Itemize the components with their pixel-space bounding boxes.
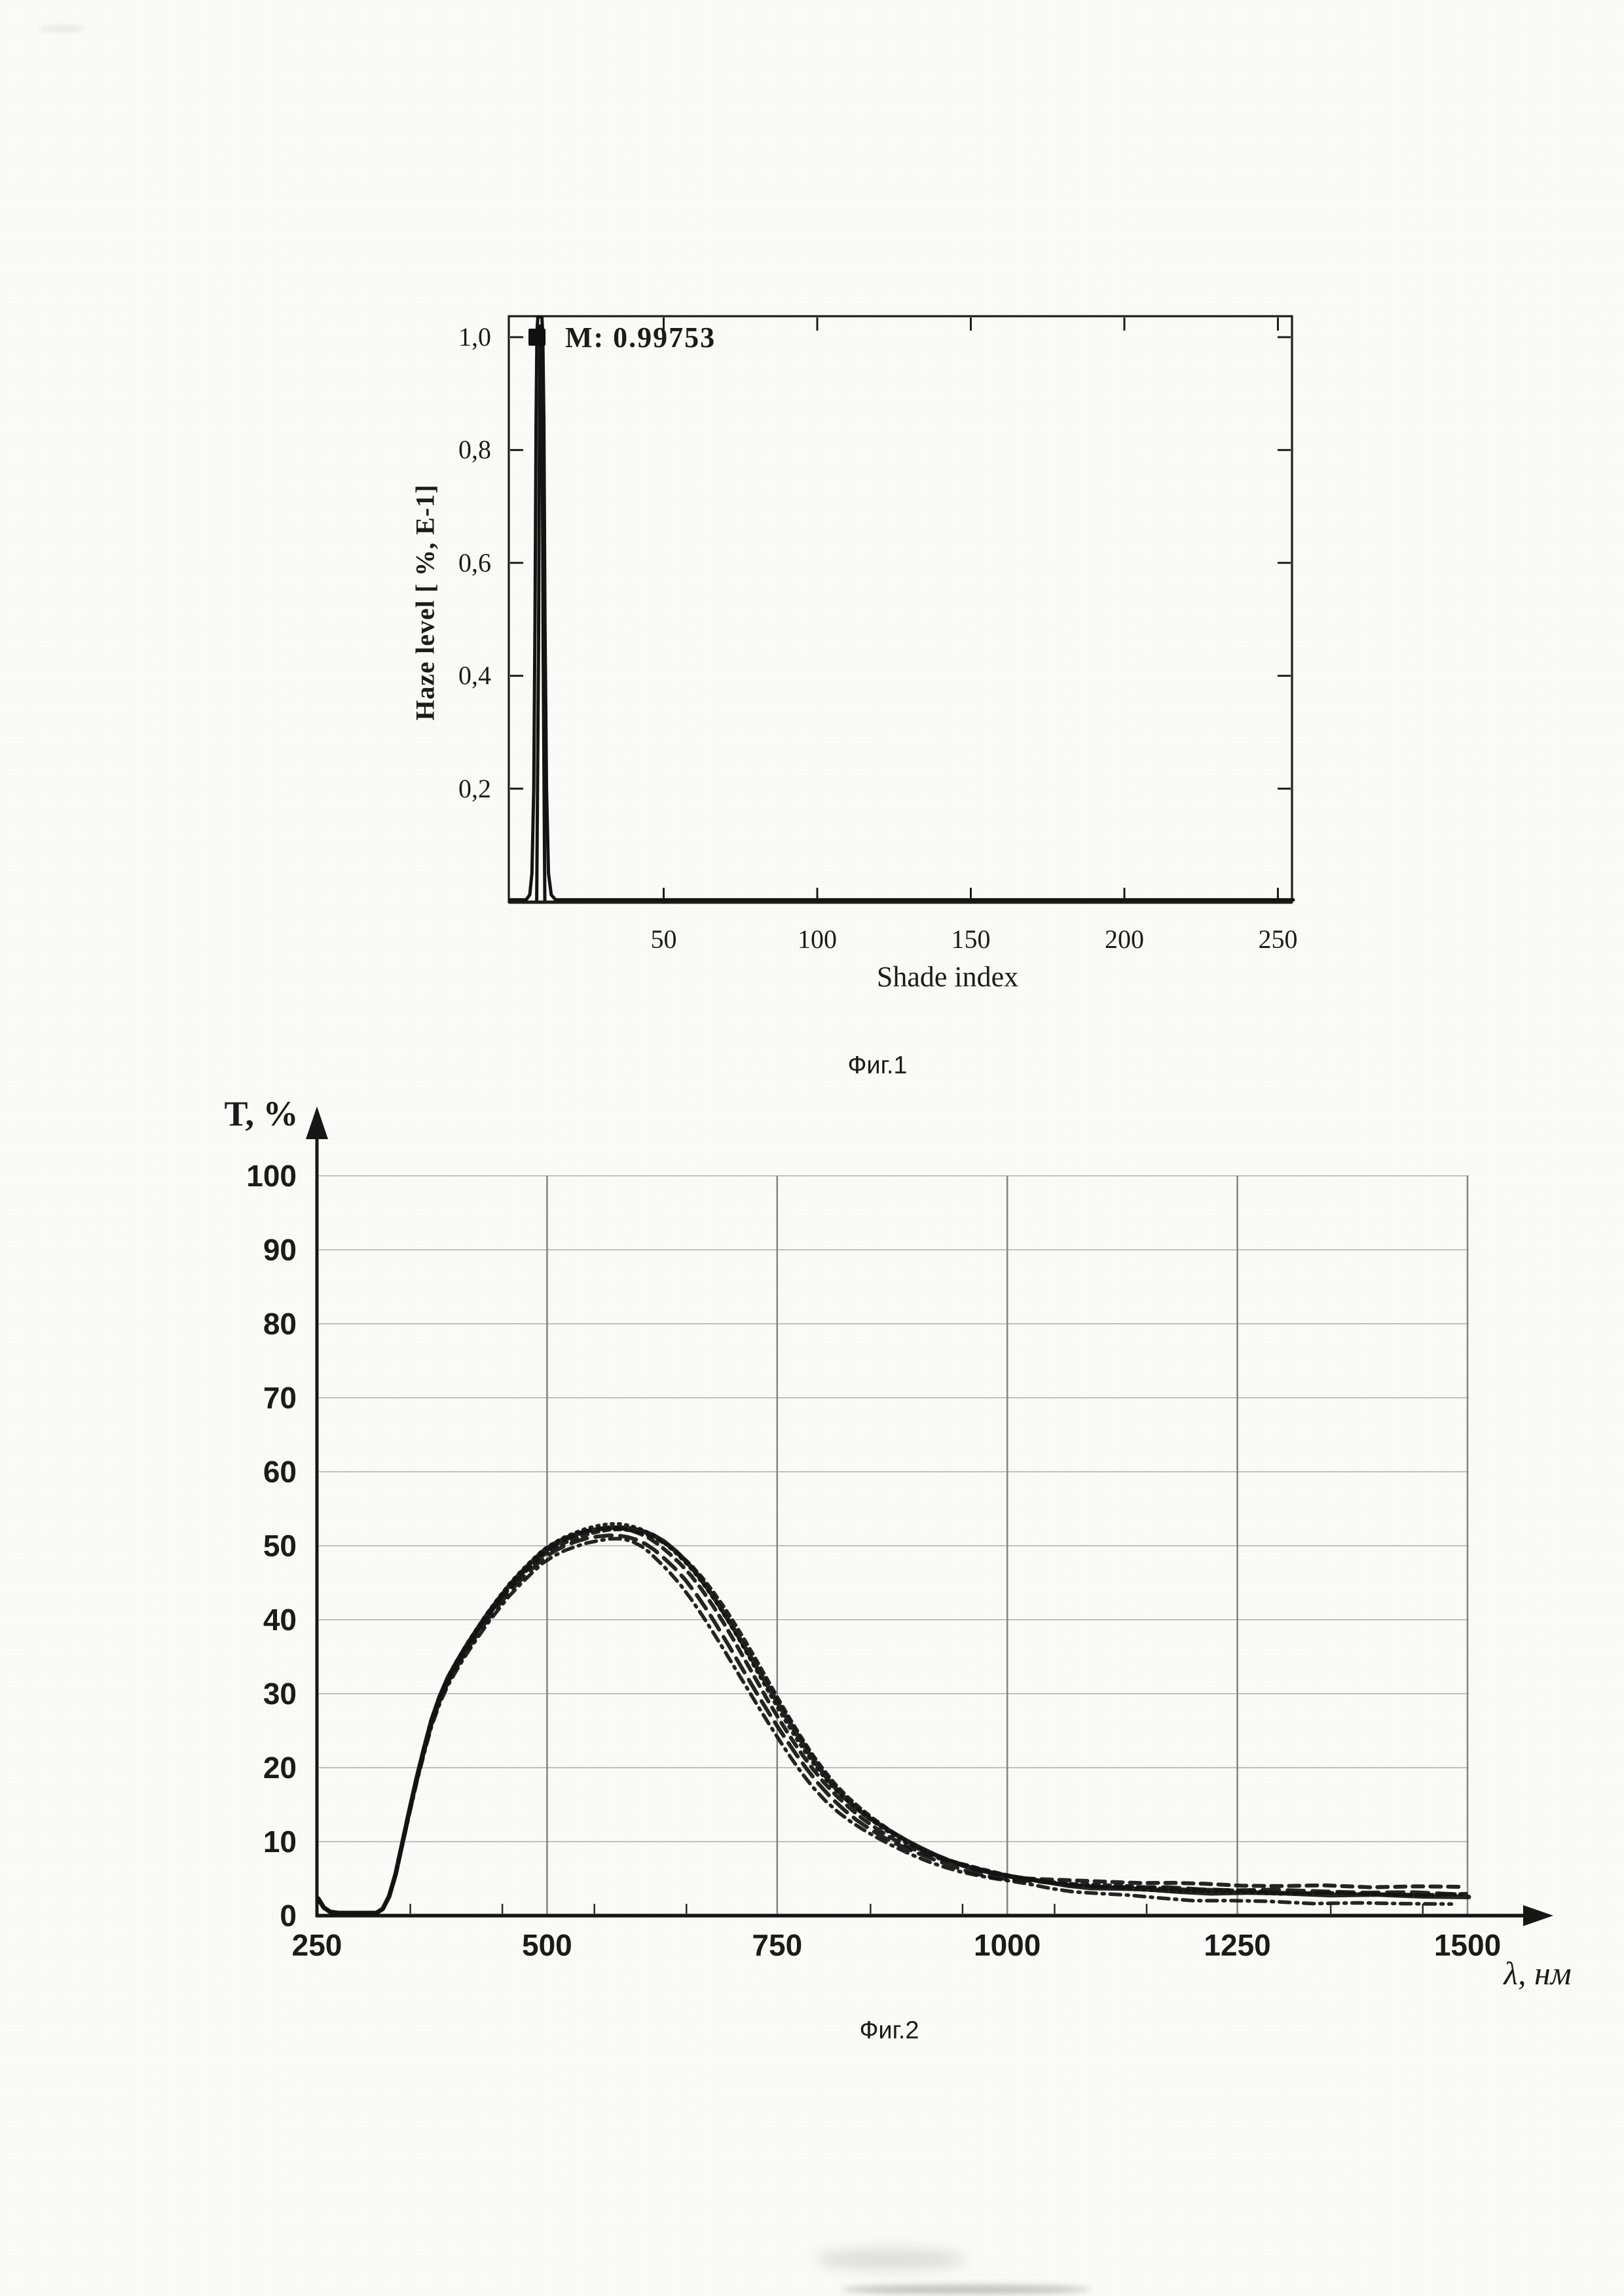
fig2-y-tick-label: 100 [246, 1159, 297, 1193]
fig2-y-tick-label: 0 [280, 1899, 297, 1933]
fig2-y-tick-label: 50 [263, 1529, 297, 1563]
fig2-x-tick-label: 1000 [974, 1928, 1041, 1962]
fig2-y-tick-label: 30 [263, 1677, 297, 1711]
fig2-y-tick-label: 20 [263, 1751, 297, 1785]
fig1-x-tick-label: 200 [1105, 924, 1144, 954]
x-axis-arrowhead [1523, 1905, 1553, 1926]
fig2-y-tick-label: 10 [263, 1825, 297, 1859]
fig1-x-axis-label: Shade index [876, 960, 1019, 993]
fig2-curve-sample-5 [318, 1539, 1451, 1913]
fig2-x-tick-label: 250 [291, 1928, 342, 1962]
fig1-y-tick-label: 1,0 [458, 322, 491, 352]
fig2-x-tick-label: 1500 [1433, 1928, 1502, 1962]
fig2-curve-sample-4 [318, 1535, 1457, 1913]
fig1-y-axis-label: Haze level [ %, E-1] [410, 484, 440, 721]
figure2-plot [306, 1106, 1553, 1926]
y-axis-arrowhead [306, 1106, 328, 1139]
fig2-curve-sample-1 [318, 1527, 1469, 1913]
fig2-y-tick-label: 80 [263, 1307, 297, 1341]
fig2-curve-sample-3 [318, 1527, 1462, 1913]
fig2-curve-sample-6 [318, 1524, 1466, 1914]
fig1-x-tick-label: 50 [650, 924, 677, 954]
fig1-x-tick-label: 150 [951, 924, 991, 954]
fig2-curve-sample-2 [318, 1529, 1469, 1913]
fig1-y-tick-label: 0,6 [458, 547, 491, 577]
fig1-x-tick-label: 100 [798, 924, 837, 954]
fig2-y-tick-label: 60 [263, 1455, 297, 1489]
fig2-y-axis-title: T, % [224, 1094, 299, 1133]
fig2-x-axis-label: λ, нм [1504, 1955, 1572, 1992]
fig1-y-tick-label: 0,4 [458, 661, 491, 691]
haze-peak-outer [510, 317, 1293, 900]
fig2-x-tick-label: 750 [752, 1928, 803, 1962]
fig2-x-tick-label: 1250 [1204, 1928, 1271, 1962]
fig1-caption: Фиг.1 [847, 1051, 908, 1080]
fig2-x-tick-label: 500 [522, 1928, 572, 1962]
fig2-y-tick-label: 90 [263, 1233, 297, 1267]
fig1-max-marker [528, 329, 545, 346]
haze-peak-inner [537, 326, 545, 900]
fig2-caption: Фиг.2 [859, 2016, 919, 2045]
fig1-y-tick-label: 0,8 [458, 435, 491, 465]
fig1-x-tick-label: 250 [1258, 924, 1298, 954]
fig2-y-tick-label: 70 [263, 1381, 297, 1415]
fig1-max-annotation: M: 0.99753 [565, 321, 716, 354]
fig1-y-tick-label: 0,2 [458, 773, 491, 803]
figure1-plot [509, 316, 1293, 902]
fig2-y-tick-label: 40 [263, 1603, 297, 1637]
